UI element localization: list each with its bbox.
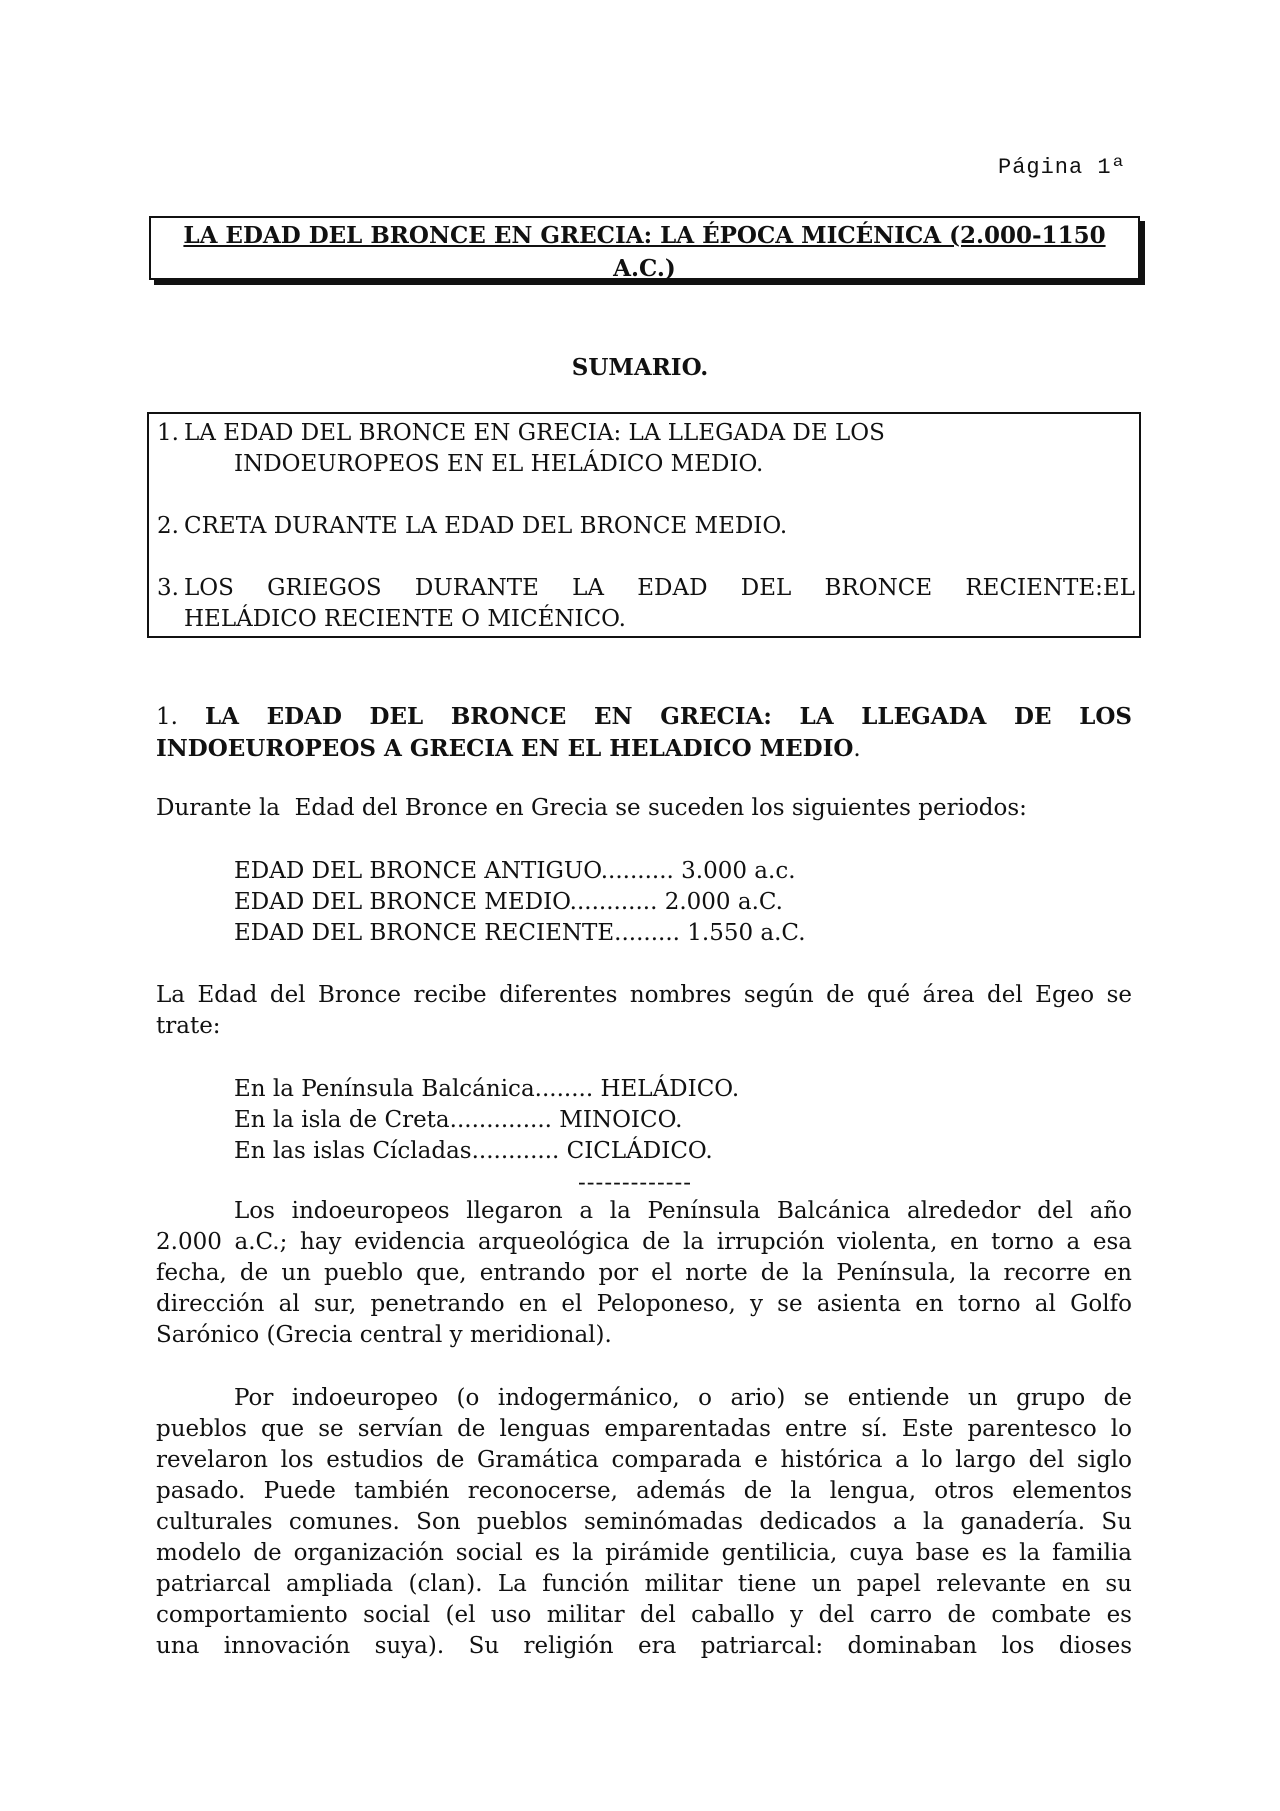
section-1-number: 1. <box>156 704 178 730</box>
intro-paragraph: Durante la Edad del Bronce en Grecia se suceden los siguientes periodos: <box>156 795 1027 821</box>
summary-item-1 <box>157 418 1135 480</box>
separator-line: ------------- <box>578 1170 693 1196</box>
paragraph-2-line: pasado. Puede también reconocerse, además de la lengua, otros elementos <box>156 1478 1132 1504</box>
paragraph-2-line: patriarcal ampliada (clan). La función militar tiene un papel relevante en su <box>156 1571 1132 1597</box>
document-title-line-2: A.C.) <box>613 255 676 282</box>
paragraph-1-line: fecha, de un pueblo que, entrando por el norte de la Península, la recorre en <box>156 1260 1132 1286</box>
name-item: En la isla de Creta.............. MINOICO. <box>234 1107 683 1133</box>
page-number: Página 1ª <box>998 155 1126 180</box>
period-item: EDAD DEL BRONCE ANTIGUO.......... 3.000 a.c. <box>234 858 796 884</box>
name-item: En la Península Balcánica........ HELÁDICO. <box>234 1076 740 1102</box>
paragraph-1-line: Sarónico (Grecia central y meridional). <box>156 1322 612 1348</box>
paragraph-2-line: revelaron los estudios de Gramática comparada e histórica a lo largo del siglo <box>156 1447 1132 1473</box>
summary-item-number: 2. <box>157 513 179 539</box>
paragraph-2-line: una innovación suya). Su religión era patriarcal: dominaban los dioses <box>156 1633 1132 1659</box>
summary-item-3 <box>157 573 1135 635</box>
summary-item-text-continued: HELÁDICO RECIENTE O MICÉNICO. <box>184 606 626 632</box>
paragraph-2-line: culturales comunes. Son pueblos seminómadas dedicados a la ganadería. Su <box>156 1509 1132 1535</box>
paragraph-1-line: dirección al sur, penetrando en el Peloponeso, y se asienta en torno al Golfo <box>156 1291 1132 1317</box>
summary-item-text: LOS GRIEGOS DURANTE LA EDAD DEL BRONCE RECIENTE:EL <box>184 575 1135 601</box>
summary-box <box>147 412 1141 638</box>
summary-item-text: CRETA DURANTE LA EDAD DEL BRONCE MEDIO. <box>184 513 788 539</box>
paragraph-2-line: modelo de organización social es la pirámide gentilicia, cuya base es la familia <box>156 1540 1132 1566</box>
period-item: EDAD DEL BRONCE MEDIO............ 2.000 a.C. <box>234 889 783 915</box>
document-title-line-1: LA EDAD DEL BRONCE EN GRECIA: LA ÉPOCA MICÉNICA (2.000-1150 <box>183 222 1106 249</box>
section-1-heading-line-2: INDOEUROPEOS A GRECIA EN EL HELADICO MEDIO <box>156 735 854 762</box>
section-1-heading-period: . <box>853 736 861 762</box>
summary-item-text: LA EDAD DEL BRONCE EN GRECIA: LA LLEGADA DE LOS <box>184 420 885 446</box>
name-item: En las islas Cícladas............ CICLÁDICO. <box>234 1138 713 1164</box>
paragraph-2-line: comportamiento social (el uso militar del caballo y del carro de combate es <box>156 1602 1132 1628</box>
paragraph-1-line: 2.000 a.C.; hay evidencia arqueológica de la irrupción violenta, en torno a esa <box>156 1229 1132 1255</box>
names-intro-paragraph <box>156 980 1132 1042</box>
summary-item-text-continued: INDOEUROPEOS EN EL HELÁDICO MEDIO. <box>234 451 764 477</box>
summary-item-number: 1. <box>157 420 179 446</box>
paragraph-2-line: pueblos que se servían de lenguas emparentadas entre sí. Este parentesco lo <box>156 1416 1132 1442</box>
summary-heading: SUMARIO. <box>571 354 709 381</box>
names-intro-line-1: La Edad del Bronce recibe diferentes nombres según de qué área del Egeo se <box>156 982 1132 1008</box>
title-box <box>149 216 1140 280</box>
summary-item-number: 3. <box>157 575 179 601</box>
paragraph-1-line: Los indoeuropeos llegaron a la Península Balcánica alrededor del año <box>234 1198 1132 1224</box>
summary-item-2 <box>157 511 1135 542</box>
names-intro-line-2: trate: <box>156 1013 221 1039</box>
paragraph-2-line: Por indoeuropeo (o indogermánico, o ario) se entiende un grupo de <box>234 1385 1132 1411</box>
paragraph-2 <box>156 1383 1132 1662</box>
paragraph-1 <box>156 1196 1132 1351</box>
period-item: EDAD DEL BRONCE RECIENTE......... 1.550 a.C. <box>234 920 806 946</box>
section-1-heading <box>156 701 1132 765</box>
section-1-heading-line-1: LA EDAD DEL BRONCE EN GRECIA: LA LLEGADA DE LOS <box>204 703 1133 730</box>
